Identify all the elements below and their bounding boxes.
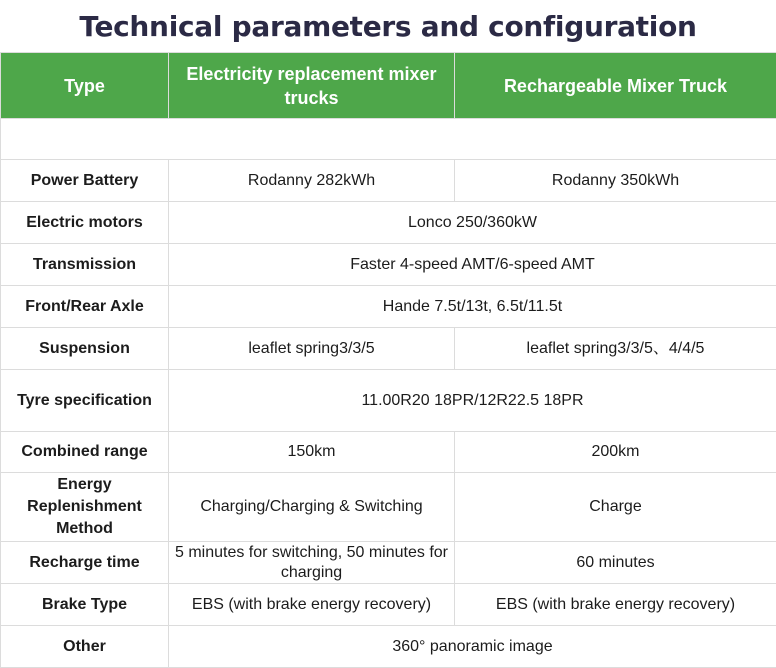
cell-electricity-replacement: leaflet spring3/3/5: [169, 328, 455, 370]
page-title: Technical parameters and configuration: [0, 0, 776, 52]
blank-cell: [1, 119, 776, 160]
table-row: [1, 244, 776, 286]
header-row: [1, 53, 776, 119]
row-label: Combined range: [1, 432, 169, 473]
cell-merged: 11.00R20 18PR/12R22.5 18PR: [169, 370, 776, 432]
row-label: Tyre specification: [1, 370, 169, 432]
cell-electricity-replacement: 150km: [169, 432, 455, 473]
row-label: Other: [1, 626, 169, 668]
cell-rechargeable: Rodanny 350kWh: [455, 160, 776, 202]
header-type: Type: [1, 53, 169, 119]
table-row: [1, 370, 776, 432]
row-label: Suspension: [1, 328, 169, 370]
cell-merged: Hande 7.5t/13t, 6.5t/11.5t: [169, 286, 776, 328]
cell-electricity-replacement: Rodanny 282kWh: [169, 160, 455, 202]
row-label: Electric motors: [1, 202, 169, 244]
table-row: [1, 286, 776, 328]
header-rechargeable: Rechargeable Mixer Truck: [455, 53, 776, 119]
header-electricity-replacement: Electricity replacement mixer trucks: [169, 53, 455, 119]
table-row: [1, 626, 776, 668]
table-row: [1, 542, 776, 584]
row-label: Brake Type: [1, 584, 169, 626]
blank-row: [1, 119, 776, 160]
cell-electricity-replacement: Charging/Charging & Switching: [169, 473, 455, 542]
cell-rechargeable: Charge: [455, 473, 776, 542]
row-label: Transmission: [1, 244, 169, 286]
cell-merged: Lonco 250/360kW: [169, 202, 776, 244]
table-row: [1, 202, 776, 244]
cell-electricity-replacement: EBS (with brake energy recovery): [169, 584, 455, 626]
table-row: [1, 160, 776, 202]
table-row: [1, 473, 776, 542]
spec-table: [0, 52, 776, 668]
row-label: Power Battery: [1, 160, 169, 202]
cell-electricity-replacement: 5 minutes for switching, 50 minutes for charging: [169, 542, 455, 584]
cell-rechargeable: 60 minutes: [455, 542, 776, 584]
table-row: [1, 584, 776, 626]
row-label: Recharge time: [1, 542, 169, 584]
cell-rechargeable: leaflet spring3/3/5、4/4/5: [455, 328, 776, 370]
table-row: [1, 328, 776, 370]
cell-merged: 360° panoramic image: [169, 626, 776, 668]
cell-rechargeable: EBS (with brake energy recovery): [455, 584, 776, 626]
row-label: Energy Replenishment Method: [1, 473, 169, 542]
cell-rechargeable: 200km: [455, 432, 776, 473]
row-label: Front/Rear Axle: [1, 286, 169, 328]
cell-merged: Faster 4-speed AMT/6-speed AMT: [169, 244, 776, 286]
table-row: [1, 432, 776, 473]
